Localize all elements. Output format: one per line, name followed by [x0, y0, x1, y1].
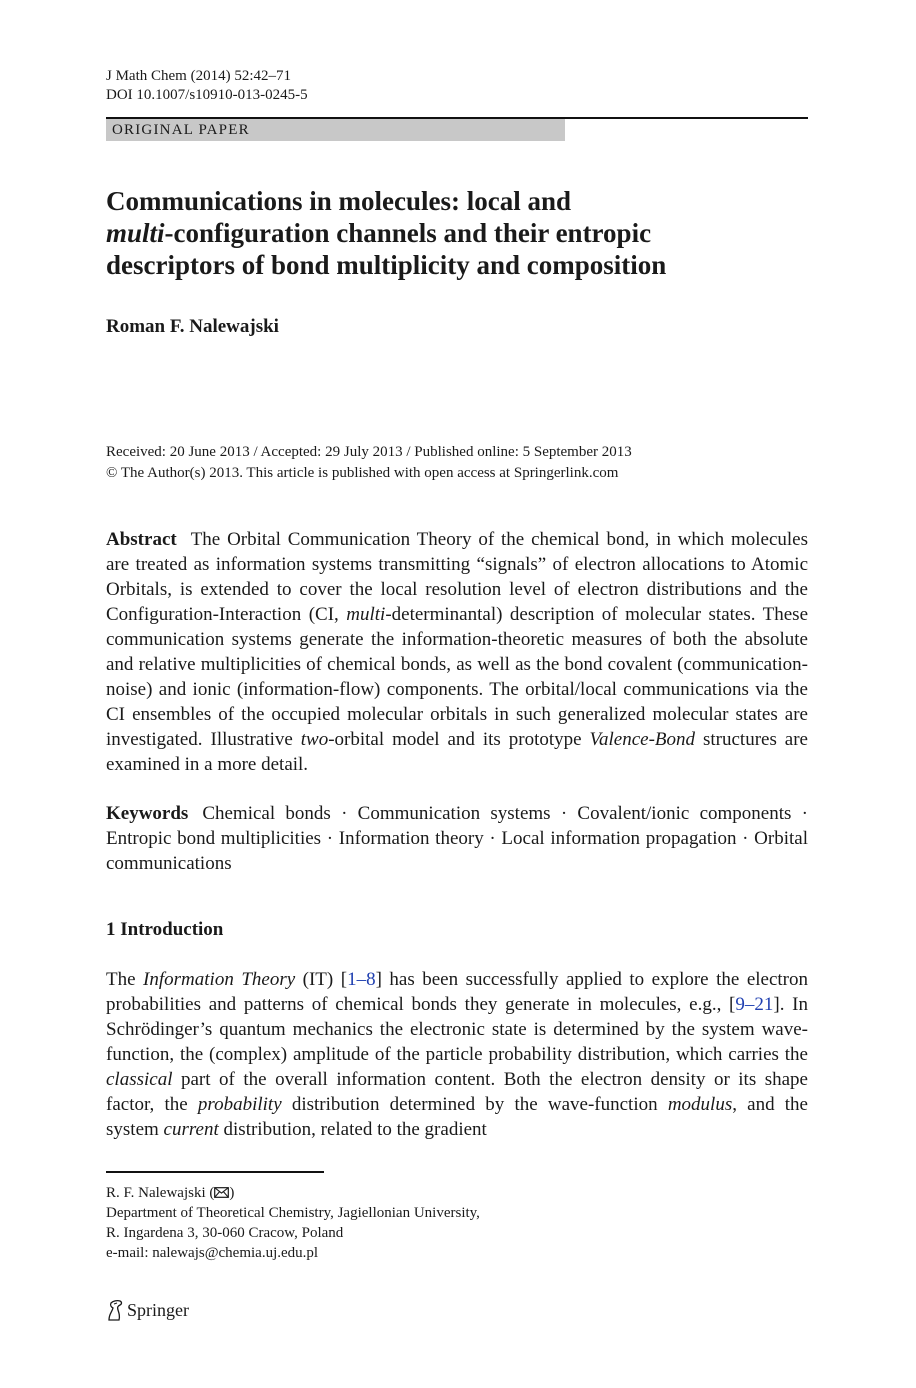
article-title	[106, 185, 806, 281]
title-emphasis: multi	[106, 218, 165, 248]
history-dates: Received: 20 June 2013 / Accepted: 29 July 2013 / Published online: 5 September 2013	[106, 444, 632, 460]
author-name: Roman F. Nalewajski	[106, 316, 279, 337]
article-history	[106, 442, 808, 484]
envelope-icon	[214, 1187, 229, 1198]
journal-header	[106, 67, 308, 105]
journal-citation: J Math Chem (2014) 52:42–71	[106, 68, 291, 84]
footnote-department: Department of Theoretical Chemistry, Jagiellonian University,	[106, 1205, 480, 1221]
section-heading-introduction: 1 Introduction	[106, 919, 224, 940]
citation-link[interactable]: 9–21	[735, 994, 774, 1015]
abstract-label: Abstract	[106, 529, 177, 550]
title-line-2: multi-configuration channels and their entropic	[106, 218, 652, 248]
abstract: Abstract The Orbital Communication Theory of the chemical bond, in which molecules are treated as information systems transmitting “signals” of electron allocations to Atomic Orbitals, is extended to cover the local resolution level of electron distributions and the Configuration-Interaction (CI, multi-determinantal) description of molecular states. These communication systems generate the information-theoretic measures of both the absolute and relative multiplicities of chemical bonds, as well as the bond covalent (communication-noise) and ionic (information-flow) components. The orbital/local communications via the CI ensembles of the occupied molecular orbitals in such generalized molecular states are investigated. Illustrative two-orbital model and its prototype Valence-Bond structures are examined in a more detail.	[106, 529, 808, 775]
footnote-rule	[106, 1171, 324, 1173]
footnote-email: e-mail: nalewajs@chemia.uj.edu.pl	[106, 1245, 319, 1261]
article-type: ORIGINAL PAPER	[112, 122, 250, 138]
keywords	[106, 801, 808, 876]
springer-horse-icon	[106, 1299, 124, 1321]
footnote-author: R. F. Nalewajski ( )	[106, 1185, 235, 1201]
title-line-1: Communications in molecules: local and	[106, 186, 572, 216]
footnote-address: R. Ingardena 3, 30-060 Cracow, Poland	[106, 1225, 344, 1241]
publisher-logo	[106, 1298, 189, 1322]
copyright-notice: © The Author(s) 2013. This article is published with open access at Springerlink.com	[106, 465, 619, 481]
introduction-paragraph: The Information Theory (IT) [1–8] has been successfully applied to explore the electron probabilities and patterns of chemical bonds they generate in molecules, e.g., [9–21]. In Schrödinger’s quantum mechanics the electronic state is determined by the system wave-function, the (complex) amplitude of the particle probability distribution, which carries the classical part of the overall information content. Both the electron density or its shape factor, the probability distribution determined by the wave-function modulus, and the system current distribution, related to the gradient	[106, 969, 809, 1140]
citation-link[interactable]: 1–8	[347, 969, 376, 990]
keywords-list: Chemical bonds · Communication systems · Covalent/ionic components · Entropic bond multiplicities · Information theory · Local information propagation · Orbital communications	[106, 803, 808, 874]
title-line-3: descriptors of bond multiplicity and composition	[106, 250, 667, 280]
publisher-name: Springer	[127, 1300, 189, 1320]
author-footnote	[106, 1183, 480, 1263]
keywords-label: Keywords	[106, 803, 189, 824]
doi: DOI 10.1007/s10910-013-0245-5	[106, 87, 308, 103]
